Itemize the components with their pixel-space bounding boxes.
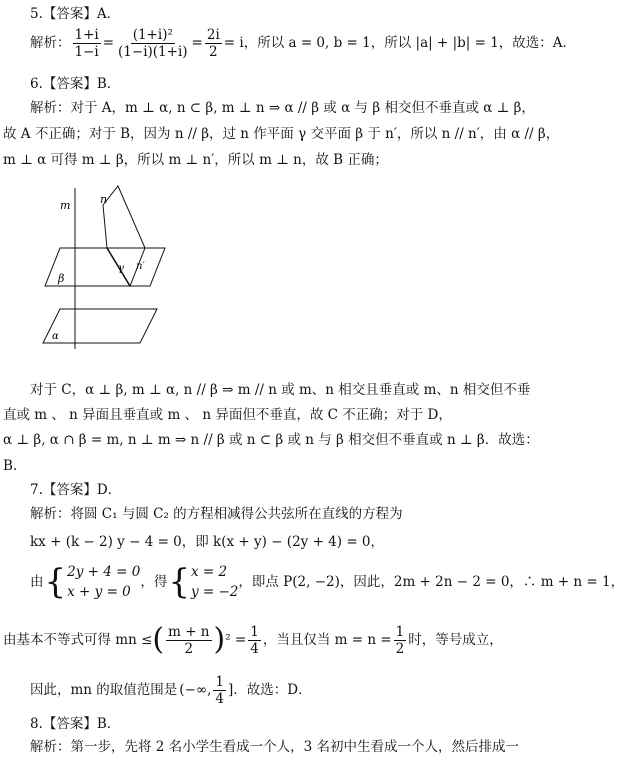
q6-line2: 故 A 不正确；对于 B，因为 n // β，过 n 作平面 γ 交平面 β 于 n′，所以 n // n′，由 α // β， — [3, 126, 560, 142]
q7-system: 由 { 2y + 4 = 0 x + y = 0 ，得 { x = 2 y = −2 ，即点 P(2, −2)，因此，2m + 2n − 2 = 0，∴ m + n = 1， — [30, 562, 624, 602]
q5-frac1: $\frac{1+i}{1-i}$ — [74, 26, 99, 60]
q6-line6: α ⊥ β, α ∩ β = m, n ⊥ m ⇒ n // β 或 n ⊂ β 或 n 与 β 相交但不垂直或 n ⊥ β．故选： — [3, 432, 539, 448]
q5-frac2: $\frac{\text{(1+i)²}}{(1-i)(1+i)}$ — [118, 26, 188, 60]
label-alpha: α — [52, 331, 59, 342]
q5-frac3: $\frac{2i}{2}$ — [206, 26, 220, 60]
label-nprime: n′ — [136, 261, 145, 272]
q6-header: 6.【答案】B． — [30, 76, 121, 92]
q7-inequality: 由基本不等式可得 mn ≤ ( $\frac{m + n}{2}$ ) ² = $\frac{1}{4}$ ，当且仅当 m = n = $\frac{1}{2}$ 时，等号成立， — [3, 622, 503, 657]
q7-header: 7.【答案】D． — [30, 482, 122, 498]
q7-range: 因此，mn 的取值范围是 (−∞, $\frac{1}{4}$ ] ．故选：D． — [30, 673, 312, 707]
q8-line1: 解析：第一步，先将 2 名小学生看成一个人，3 名初中生看成一个人，然后排成一 — [30, 739, 520, 755]
q6-figure — [40, 183, 175, 358]
label-m: m — [60, 199, 71, 212]
q6-line7: B. — [3, 458, 18, 474]
label-n: n — [100, 193, 108, 206]
q6-line1: 解析：对于 A，m ⊥ α, n ⊂ β, m ⊥ n ⇒ α // β 或 α 与 β 相交但不垂直或 α ⊥ β， — [30, 100, 535, 116]
q6-line5: 直或 m 、 n 异面且垂直或 m 、 n 异面但不垂直，故 C 不正确；对于 D， — [3, 407, 452, 423]
q5-header: 5.【答案】A． — [30, 6, 121, 22]
label-gamma: γ — [118, 263, 124, 274]
q6-line3: m ⊥ α 可得 m ⊥ β，所以 m ⊥ n′，所以 m ⊥ n，故 B 正确； — [3, 152, 388, 168]
q6-line4: 对于 C，α ⊥ β, m ⊥ α, n // β ⇒ m // n 或 m、n 相交且垂直或 m、n 相交但不垂 — [30, 382, 531, 398]
q7-line2: kx + (k − 2) y − 4 = 0，即 k(x + y) − (2y + 4) = 0， — [30, 534, 385, 550]
q5-solution: 解析： $\frac{1+i}{1-i}$ = $\frac{\text{(1+i)²}}{(1-i)(1+i)}$ = $\frac{2i}{2}$ = i，所以 a = 0, b = 1，所以 |a| + |b| = 1，故选：A． — [30, 26, 577, 60]
label-beta: β — [58, 272, 65, 285]
q5-prefix: 解析： — [30, 35, 71, 51]
q7-line1: 解析：将圆 C₁ 与圆 C₂ 的方程相减得公共弦所在直线的方程为 — [30, 506, 403, 522]
q8-header: 8.【答案】B． — [30, 716, 121, 732]
q5-rest: = i，所以 a = 0, b = 1，所以 |a| + |b| = 1，故选：A． — [223, 35, 577, 51]
